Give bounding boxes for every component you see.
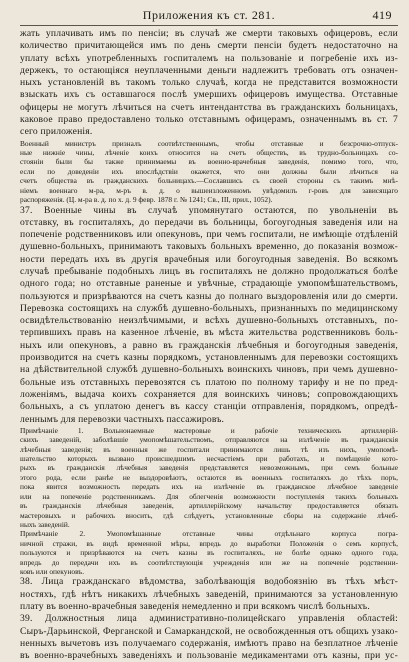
text-line: количество причитающейся имъ по день смерти пенсіи будетъ недостаточно на	[20, 40, 398, 52]
text-line: пользуются и призрѣваются на счетъ казны до полнаго выздоровленія или до смерти.	[20, 290, 398, 302]
text-line: впредь до передачи ихъ въ соотвѣтствующія учрежденія или же на попеченіе родственни-	[20, 557, 398, 567]
text-line: ничной стражи, въ видѣ временной мѣры, впредь до выработки Положенія о семъ корпусѣ,	[20, 538, 398, 548]
text-line: Военный министръ призналъ соотвѣтственнымъ, чтобы отставные и безсрочно-отпуск-	[20, 138, 398, 148]
page-number: 419	[372, 8, 392, 22]
text-line: каковое право предоставлено только отставнымъ офицерамъ, означеннымъ въ ст. 7	[20, 114, 398, 126]
text-line: сего приложенія.	[20, 126, 93, 138]
text-line: взыскать ихъ съ оставшагося послѣ умершихъ офицеровъ имущества. Отставные	[20, 89, 398, 101]
text-line: уплату всѣхъ употребленныхъ госпиталемъ на пользованіе и погребеніе ихъ из-	[20, 52, 398, 64]
text-line: пользуются и призрѣваются на счетъ казны въ госпиталяхъ, не болѣе однако одного года,	[20, 548, 398, 558]
text-line: рыхъ въ гражданскія лѣчебныя заведенія представляется невозможнымъ, при семъ больные	[20, 463, 398, 473]
text-line: 38. Лица гражданскаго вѣдомства, заболѣвающія водобоязнію въ тѣхъ мѣст-	[20, 576, 398, 588]
text-line: ностяхъ, гдѣ нѣтъ никакихъ лѣчебныхъ заведеній, принимаются за установленную	[20, 588, 398, 600]
text-line: больные изъ отставныхъ перевозятся съ платою по полному тарифу и не по пред-	[20, 376, 398, 388]
page-body	[20, 28, 398, 662]
text-line: Перевозка состоящихъ на службѣ душевно-больныхъ, признанныхъ по медицинскому	[20, 302, 398, 314]
text-line: лѣчебныя заведенія; въ военныя же госпитали принимаются лишь тѣ изъ нихъ, умопомѣ-	[20, 444, 398, 454]
text-line: если по доведеніи ихъ впослѣдствіи окажется, что они должны были лѣчиться на	[20, 166, 398, 176]
text-line: ности передать ихъ въ другія врачебныя или богоугодныя заведенія. Во всякомъ	[20, 253, 398, 265]
text-line: скихъ заведеній, заболѣвшіе умопомѣшательствомъ, отправляются на излѣченіе въ гражданскія	[20, 435, 398, 445]
text-line: терпившихъ правъ на казенное лѣченіе, въ мѣста жительства родственниковъ боль-	[20, 327, 398, 339]
text-line: ненныхъ вычетовъ изъ получаемаго содержанія, имѣютъ право на безплатное лѣченіе	[20, 637, 398, 649]
text-line: ные нижніе чины, лѣченіе коихъ относится на счетъ обществъ, въ трудно-больницахъ со-	[20, 148, 398, 158]
text-line: производится на счетъ казны порядкомъ, установленнымъ для перевозки состоящихъ	[20, 352, 398, 364]
text-line: жать уплачивать имъ по пенсіи; въ случаѣ же смерти таковыхъ офицеровъ, если	[20, 28, 398, 39]
text-line: офицеры не могутъ лѣчиться на счетъ интендантства въ гражданскихъ больницахъ,	[20, 101, 398, 113]
text-line: Примѣчаніе 2. Умопомѣшанные отставные чины отдѣльнаго корпуса погра-	[20, 529, 398, 539]
header-rule	[20, 25, 398, 26]
text-line: на дѣйствительной службѣ душевно-больныхъ воинскихъ чиновъ, при чемъ душевно-	[20, 364, 398, 376]
text-line: въ гражданскія лѣчебныя заведенія, артиллерійскому начальству предоставляется обязать	[20, 501, 398, 511]
text-line: въ военно-врачебныхъ заведеніяхъ и пользованіе медикаментами отъ казны, при ус-	[20, 650, 398, 662]
text-line: случаѣ пребываніе подобныхъ лицъ въ госпиталяхъ не должно продолжаться болѣе	[20, 266, 398, 277]
text-line: ныхъ заведеній.	[20, 519, 70, 529]
text-line: шательство которыхъ вызвано происшедшимъ несчастіемъ при работахъ, и помѣщеніе кото-	[20, 454, 398, 464]
text-line: леннымъ для перевозки частныхъ пассажировъ.	[20, 413, 225, 425]
text-line: Примѣчаніе 1. Вольнонаемные мастеровые и рабочіе техническихъ артиллерій-	[20, 425, 398, 435]
text-line: одного года; но отставные раненые и увѣчные, страдающіе умопомѣшательствомъ,	[20, 278, 398, 290]
text-line: ныхъ установленій въ такомъ только случаѣ, когда не представится возможности	[20, 77, 398, 89]
text-line: мастеровыхъ и рабочихъ вносить, гдѣ слѣдуетъ, установленные сборы на содержаніе лѣчеб-	[20, 510, 398, 520]
text-line: ложеніямъ, выдача коихъ сохраняется для воинскихъ чиновъ; сопровождающихъ	[20, 388, 398, 400]
page-header	[20, 5, 398, 25]
text-line: 37. Военные чины въ случаѣ упомянутаго остаются, по увольненіи въ	[20, 204, 398, 216]
text-line: попеченіе родственниковъ или опекуновъ, при чемъ госпитали, не имѣющіе отдѣленій	[20, 229, 398, 241]
running-title: Приложения къ ст. 281.	[142, 8, 276, 22]
text-line: пока явится возможность передать ихъ на излѣченіе въ гражданское лѣчебное заведеніе	[20, 482, 398, 492]
text-line: больныхъ, а съ уплатою денегъ въ кассу станціи отправленія, порядкомъ, опредѣ-	[20, 401, 398, 413]
text-line: освидѣтельствованію неизлѣчимыми, и всѣхъ душевно-больныхъ отставныхъ, по-	[20, 315, 398, 327]
text-line: отставку, въ госпиталяхъ, до передачи въ больницы, богоугодныя заведенія или на	[20, 216, 398, 228]
text-line: этого рода, если ранѣе не выздоровѣютъ, остаются въ военныхъ госпиталяхъ до тѣхъ поръ,	[20, 472, 398, 482]
text-line: ніемъ военнаго м-ра, м-ръ в. д. о вышеизложенномъ увѣдомилъ г-ровъ для зависящаго	[20, 185, 398, 195]
text-line: счетъ общества въ гражданскихъ больницахъ.—Сославшись съ своей стороны съ такимъ мнѣ-	[20, 176, 398, 186]
text-line: или на попеченіе родственникамъ. Для облегченія возможности поступленія такихъ больныхъ	[20, 491, 398, 501]
text-line: держекъ, то остающіяся неуплаченными деньги надлежитъ требовать отъ означен-	[20, 64, 398, 76]
text-line: 39. Должностныя лица административно-полицейскаго управленія областей:	[20, 613, 398, 625]
text-line: распоряженія. (Ц. м-ра в. д. по х. д. 9 февр. 1878 г. № 1241; Св., III, прил., 1052).	[20, 195, 273, 205]
text-line: ныхъ или опекуновъ, а равно въ гражданскія лѣчебныя и богоугодныя заведенія,	[20, 339, 398, 351]
text-line: ковъ или опекуновъ.	[20, 566, 85, 576]
text-line: плату въ военно-врачебныя заведенія немедленно и при всякомъ числѣ больныхъ.	[20, 600, 370, 612]
text-line: стояніи были бы также принимаемы въ военно-врачебныя заведенія, помимо того, что,	[20, 157, 398, 167]
text-line: Сыръ-Дарьинской, Ферганской и Самаркандской, не освобожденныя отъ общихъ узако-	[20, 625, 398, 637]
text-line: душевно-больныхъ, принимаютъ таковыхъ больныхъ временно, до показанія возмож-	[20, 241, 398, 253]
